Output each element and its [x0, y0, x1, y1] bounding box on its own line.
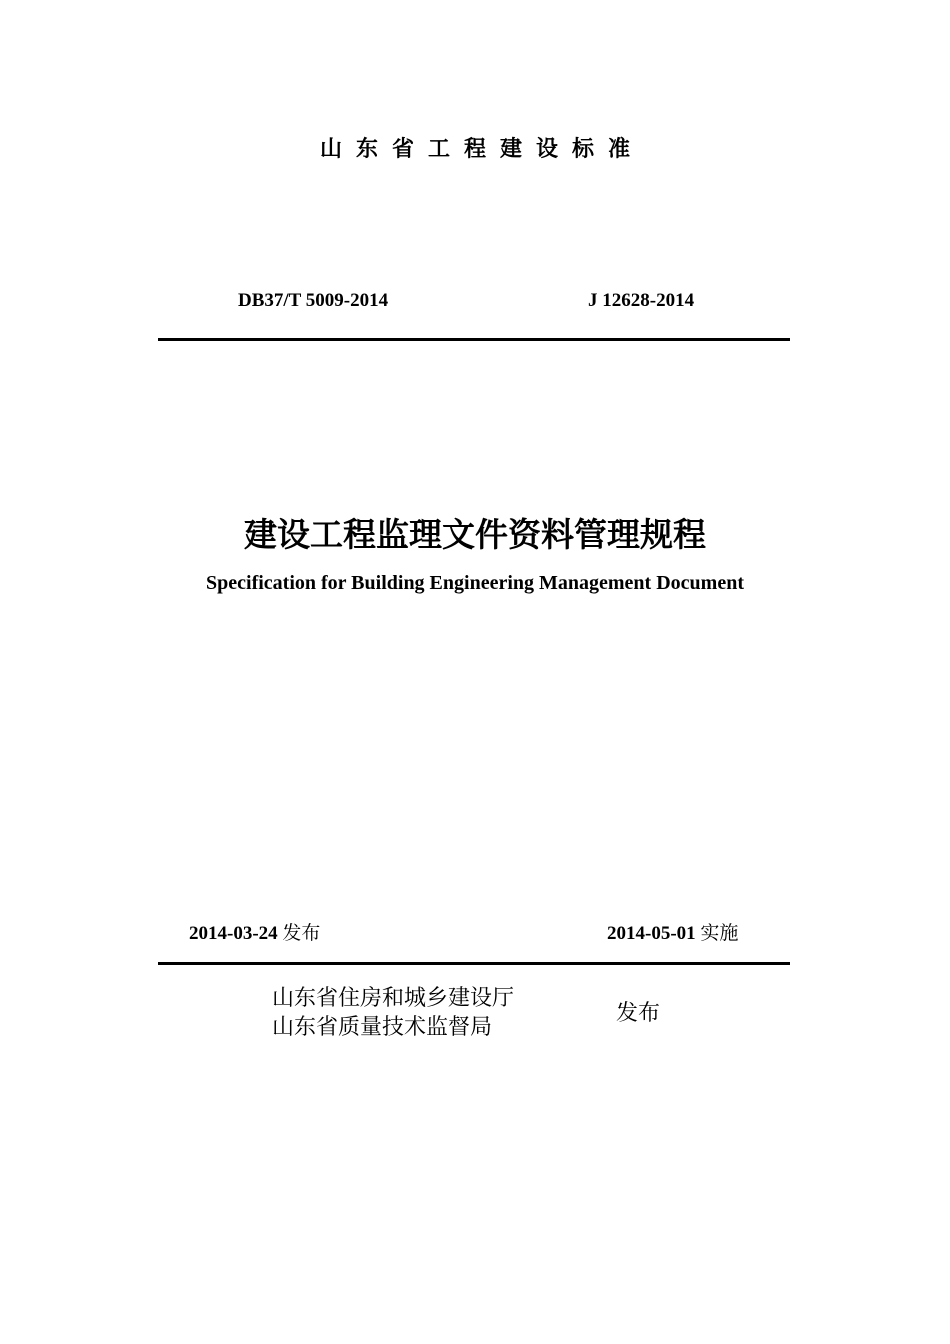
issue-label: 发布 [282, 922, 321, 944]
issue-date-line [189, 919, 320, 948]
issuer-quality-bureau: 山东省质量技术监督局 [272, 1015, 493, 1040]
standard-code-db: DB37/T 5009-2014 [238, 290, 389, 311]
implement-date-line [607, 919, 738, 948]
issuer-housing-department: 山东省住房和城乡建设厅 [272, 986, 515, 1011]
implement-label: 实施 [700, 922, 739, 944]
series-title: 山东省工程建设标准 [319, 137, 644, 162]
top-divider [158, 338, 790, 341]
publish-label: 发布 [616, 1001, 661, 1026]
document-title: 建设工程监理文件资料管理规程 [244, 515, 706, 554]
bottom-divider [158, 962, 790, 965]
issue-date: 2014-03-24 [189, 923, 278, 944]
document-subtitle: Specification for Building Engineering Management Document [206, 572, 744, 594]
standard-code-j: J 12628-2014 [588, 290, 695, 311]
implement-date: 2014-05-01 [607, 923, 696, 944]
